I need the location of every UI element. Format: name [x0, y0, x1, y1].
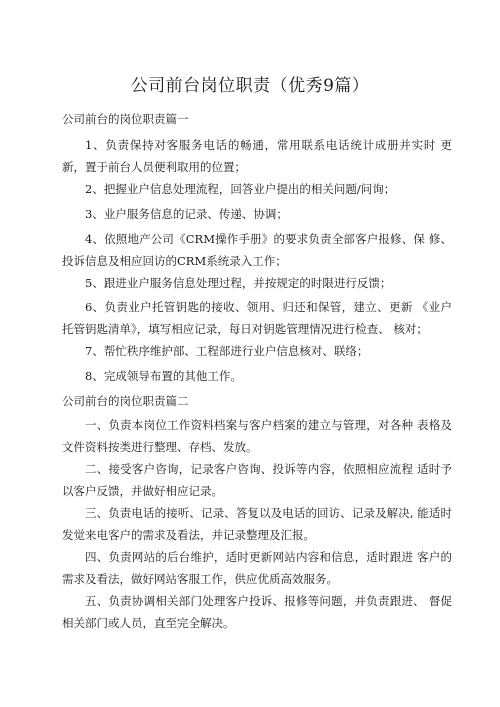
- document-title: 公司前台岗位职责（优秀9篇）: [130, 76, 370, 96]
- section-one-item-8: 8、完成领导布置的其他工作。: [85, 369, 242, 383]
- section-two-heading: 公司前台的岗位职责篇二: [62, 394, 189, 408]
- section-one-item-2: 2、把握业户信息处理流程，回答业户提出的相关问题/问询；: [85, 182, 396, 196]
- section-one-heading: 公司前台的岗位职责篇一: [62, 112, 189, 126]
- section-one-item-5: 5、跟进业户服务信息处理过程，并按规定的时限进行反馈；: [85, 276, 392, 290]
- section-two-item-4: 四、负责网站的后台维护，适时更新网站内容和信息，适时跟进 客户的需求及看法，做好网站客服工作，供应优质高效服务。: [62, 550, 452, 586]
- section-one-item-3: 3、业户服务信息的记录、传递、协调；: [85, 207, 288, 221]
- section-one-item-1: 1、负责保持对客服务电话的畅通，常用联系电话统计成册并实时 更新，置于前台人员便利取用的位置；: [62, 138, 452, 174]
- section-two-item-5: 五、负责协调相关部门处理客户投诉、报修等问题，并负责跟进、 督促相关部门或人员，直至完全解决。: [62, 594, 452, 630]
- section-one-item-7: 7、帮忙秩序维护部、工程部进行业户信息核对、联络；: [85, 344, 369, 358]
- section-two-item-3: 三、负责电话的接听、记录、答复以及电话的回访、记录及解决, 能适时发觉来电客户的需求及看法，并记录整理及汇报。: [62, 506, 452, 542]
- section-one-item-4: 4、依照地产公司《CRM操作手册》的要求负责全部客户报修、保 修、投诉信息及相应回访的CRM系统录入工作；: [62, 232, 452, 268]
- section-two-item-2: 二、接受客户咨询，记录客户咨询、投诉等内容，依照相应流程 适时予以客户反馈，并做好相应记录。: [62, 462, 452, 498]
- section-one-item-6: 6、负责业户托管钥匙的接收、领用、归还和保管，建立、更新 《业户托管钥匙清单》，填写相应记录，每日对钥匙管理情况进行检查、 核对；: [62, 300, 452, 336]
- section-two-item-1: 一、负责本岗位工作资料档案与客户档案的建立与管理，对各种 表格及文件资料按类进行整理、存档、发放。: [62, 418, 452, 454]
